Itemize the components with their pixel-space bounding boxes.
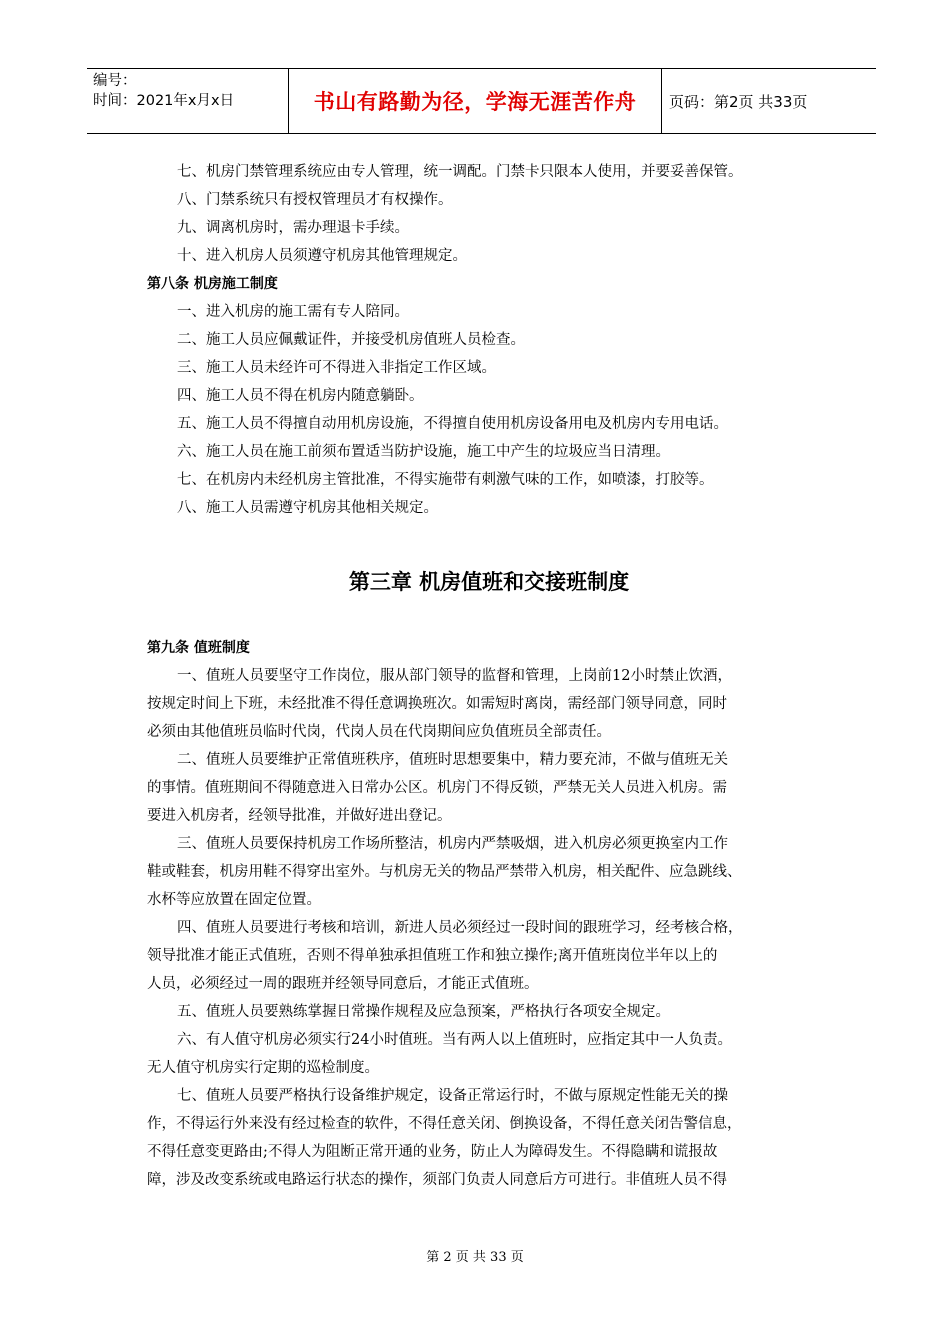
paragraph-line: 必须由其他值班员临时代岗，代岗人员在代岗期间应负值班员全部责任。	[147, 724, 611, 740]
chapter-title: 第三章 机房值班和交接班制度	[348, 570, 630, 594]
paragraph: 三、施工人员未经许可不得进入非指定工作区域。	[177, 360, 496, 376]
paragraph: 八、门禁系统只有授权管理员才有权操作。	[177, 192, 453, 208]
paragraph: 七、机房门禁管理系统应由专人管理，统一调配。门禁卡只限本人使用，并要妥善保管。	[177, 164, 743, 180]
article-heading: 第九条 值班制度	[147, 640, 250, 656]
paragraph: 七、在机房内未经机房主管批准，不得实施带有刺激气味的工作，如喷漆，打胶等。	[177, 472, 714, 488]
paragraph-line: 按规定时间上下班，未经批准不得任意调换班次。如需短时离岗，需经部门领导同意，同时	[147, 696, 727, 712]
paragraph-line: 无人值守机房实行定期的巡检制度。	[147, 1060, 379, 1076]
paragraph-line: 作，不得运行外来没有经过检查的软件，不得任意关闭、倒换设备，不得任意关闭告警信息，	[147, 1116, 742, 1132]
paragraph: 六、施工人员在施工前须布置适当防护设施，施工中产生的垃圾应当日清理。	[177, 444, 670, 460]
header-motto: 书山有路勤为径，学海无涯苦作舟	[313, 90, 637, 114]
header-meta	[93, 71, 289, 111]
paragraph: 八、施工人员需遵守机房其他相关规定。	[177, 500, 438, 516]
paragraph-line: 七、值班人员要严格执行设备维护规定，设备正常运行时，不做与原规定性能无关的操	[177, 1088, 728, 1104]
paragraph-line: 鞋或鞋套，机房用鞋不得穿出室外。与机房无关的物品严禁带入机房，相关配件、应急跳线、	[147, 864, 742, 880]
paragraph-line: 六、有人值守机房必须实行24小时值班。当有两人以上值班时，应指定其中一人负责。	[177, 1032, 732, 1048]
article-heading: 第八条 机房施工制度	[147, 276, 278, 292]
page-footer: 第 2 页 共 33 页	[426, 1250, 524, 1265]
document-body	[147, 158, 831, 1194]
paragraph-line: 人员，必须经过一周的跟班并经领导同意后，才能正式值班。	[147, 976, 539, 992]
date-label: 时间：2021年x月x日	[93, 93, 235, 109]
paragraph-line: 五、值班人员要熟练掌握日常操作规程及应急预案，严格执行各项安全规定。	[177, 1004, 670, 1020]
serial-label: 编号：	[93, 73, 137, 89]
header-divider	[661, 69, 662, 133]
header-page-number: 页码：第2页 共33页	[669, 92, 808, 111]
paragraph: 一、进入机房的施工需有专人陪同。	[177, 304, 409, 320]
paragraph: 二、施工人员应佩戴证件，并接受机房值班人员检查。	[177, 332, 525, 348]
paragraph-line: 四、值班人员要进行考核和培训，新进人员必须经过一段时间的跟班学习，经考核合格，	[177, 920, 743, 936]
paragraph-line: 障，涉及改变系统或电路运行状态的操作，须部门负责人同意后方可进行。非值班人员不得	[147, 1172, 727, 1188]
paragraph: 九、调离机房时，需办理退卡手续。	[177, 220, 409, 236]
paragraph-line: 领导批准才能正式值班，否则不得单独承担值班工作和独立操作;离开值班岗位半年以上的	[147, 948, 718, 964]
paragraph: 四、施工人员不得在机房内随意躺卧。	[177, 388, 424, 404]
paragraph-line: 不得任意变更路由;不得人为阻断正常开通的业务，防止人为障碍发生。不得隐瞒和谎报故	[147, 1144, 718, 1160]
paragraph: 十、进入机房人员须遵守机房其他管理规定。	[177, 248, 467, 264]
paragraph-line: 水杯等应放置在固定位置。	[147, 892, 321, 908]
paragraph-line: 要进入机房者，经领导批准，并做好进出登记。	[147, 808, 452, 824]
paragraph-line: 三、值班人员要保持机房工作场所整洁，机房内严禁吸烟，进入机房必须更换室内工作	[177, 836, 728, 852]
paragraph: 五、施工人员不得擅自动用机房设施，不得擅自使用机房设备用电及机房内专用电话。	[177, 416, 728, 432]
page-header	[87, 68, 876, 134]
paragraph-line: 二、值班人员要维护正常值班秩序，值班时思想要集中，精力要充沛，不做与值班无关	[177, 752, 728, 768]
paragraph-line: 一、值班人员要坚守工作岗位，服从部门领导的监督和管理，上岗前12小时禁止饮酒，	[177, 668, 732, 684]
paragraph-line: 的事情。值班期间不得随意进入日常办公区。机房门不得反锁，严禁无关人员进入机房。需	[147, 780, 727, 796]
